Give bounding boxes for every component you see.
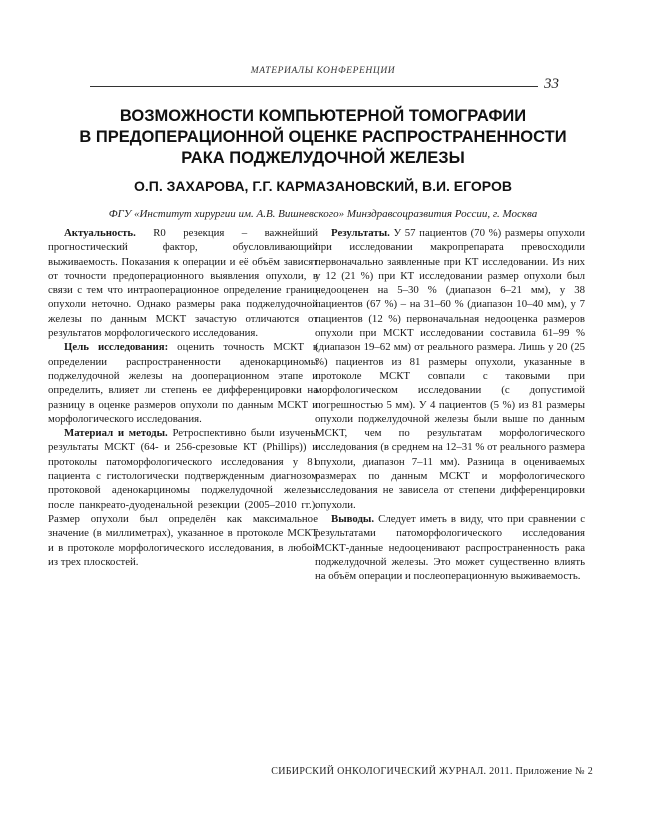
journal-footer: СИБИРСКИЙ ОНКОЛОГИЧЕСКИЙ ЖУРНАЛ. 2011. Приложение № 2 — [271, 766, 593, 777]
authors: О.П. ЗАХАРОВА, Г.Г. КАРМАЗАНОВСКИЙ, В.И. ЕГОРОВ — [134, 178, 512, 194]
left-column — [48, 226, 318, 569]
methods-label: Материал и методы. — [64, 427, 168, 440]
relevance-text: R0 резекция – важнейший прогностический фактор, обусловливающий выживаемость. Показания к операции и её объём зависят от точности предоперационного выявления опухоли, в связи с тем что интраоперационное определение границ опухоли неточно. Однако размеры рака поджелудочной железы по данным МСКТ зачастую отличаются от результатов морфологического исследования. — [48, 227, 319, 340]
methods-paragraph — [48, 426, 318, 569]
relevance-paragraph — [48, 226, 318, 340]
relevance-label: Актуальность. — [64, 227, 136, 239]
article-title — [60, 106, 586, 169]
aim-paragraph — [48, 340, 318, 426]
title-line-2: В ПРЕДОПЕРАЦИОННОЙ ОЦЕНКЕ РАСПРОСТРАНЕННОСТИ — [79, 128, 567, 146]
affiliation: ФГУ «Институт хирургии им. А.В. Вишневского» Минздравсоцразвития России, г. Москва — [108, 208, 538, 220]
right-column — [315, 226, 585, 583]
header-rule — [90, 86, 538, 87]
conclusions-label: Выводы. — [331, 512, 375, 525]
title-line-3: РАКА ПОДЖЕЛУДОЧНОЙ ЖЕЛЕЗЫ — [181, 149, 465, 167]
results-paragraph — [315, 226, 585, 512]
running-title: МАТЕРИАЛЫ КОНФЕРЕНЦИИ — [250, 66, 396, 76]
page-number: 33 — [544, 76, 559, 92]
title-line-1: ВОЗМОЖНОСТИ КОМПЬЮТЕРНОЙ ТОМОГРАФИИ — [119, 107, 527, 125]
conclusions-paragraph — [315, 512, 585, 583]
results-label: Результаты. — [331, 227, 390, 239]
methods-text: Ретроспективно были изучены результаты МСКТ (64- и 256-срезовые КТ (Phillips)) и протоколы патоморфологического исследования у 81 пациента с гистологически подтвержденным диагнозом протоковой аденокарциномы поджелудочной железы после панкреато-дуоденальной резекции (2005–2010 гг.). Размер опухоли был определён как максимальное значение (в миллиметрах), указанное в протоколе МСКТ и в протоколе морфологического исследования, в любой из трех плоскостей. — [48, 427, 318, 568]
results-text: У 57 пациентов (70 %) размеры опухоли при исследовании макропрепарата превосходили первоначально заявленные при КТ исследовании. Из них у 12 (21 %) при КТ исследовании размер опухоли был недооценен на 5–30 % (диапазон 6–21 мм), у 38 пациентов (67 %) – на 31–60 % (диапазон 10–40 мм), у 7 пациентов (12 %) первоначальная недооценка размеров опухоли при МСКТ исследовании составила 61–99 % (диапазон 19–62 мм) от реального размера. Лишь у 20 (25 %) пациентов из 81 размеры опухоли, указанные в протоколе МСКТ совпали с таковыми при морфологическом исследовании (с допустимой погрешностью 5 мм). У 4 пациентов (5 %) из 81 размеры опухоли поджелудочной железы были выше по данным МСКТ, чем по результатам морфологического исследования (в среднем на 12–31 % от реального размера опухоли, диапазон 7–11 мм). Разница в оцениваемых размерах по данным МСКТ и морфологического исследования не зависела от степени дифференцировки опухоли. — [315, 227, 586, 511]
conclusions-text: Следует иметь в виду, что при сравнении с результатами патоморфологического исследования МСКТ-данные недооценивают распространенность рака поджелудочной железы. Это может существенно влиять на объём операции и послеоперационную выживаемость. — [315, 512, 585, 583]
aim-label: Цель исследования: — [64, 341, 169, 354]
aim-text: оценить точность МСКТ в определении распространенности аденокарциномы поджелудочной железы на дооперационном этапе и определить, влияет ли степень ее дифференцировки на разницу в оценке размеров опухоли по данным МСКТ и морфологического исследования. — [48, 341, 319, 425]
